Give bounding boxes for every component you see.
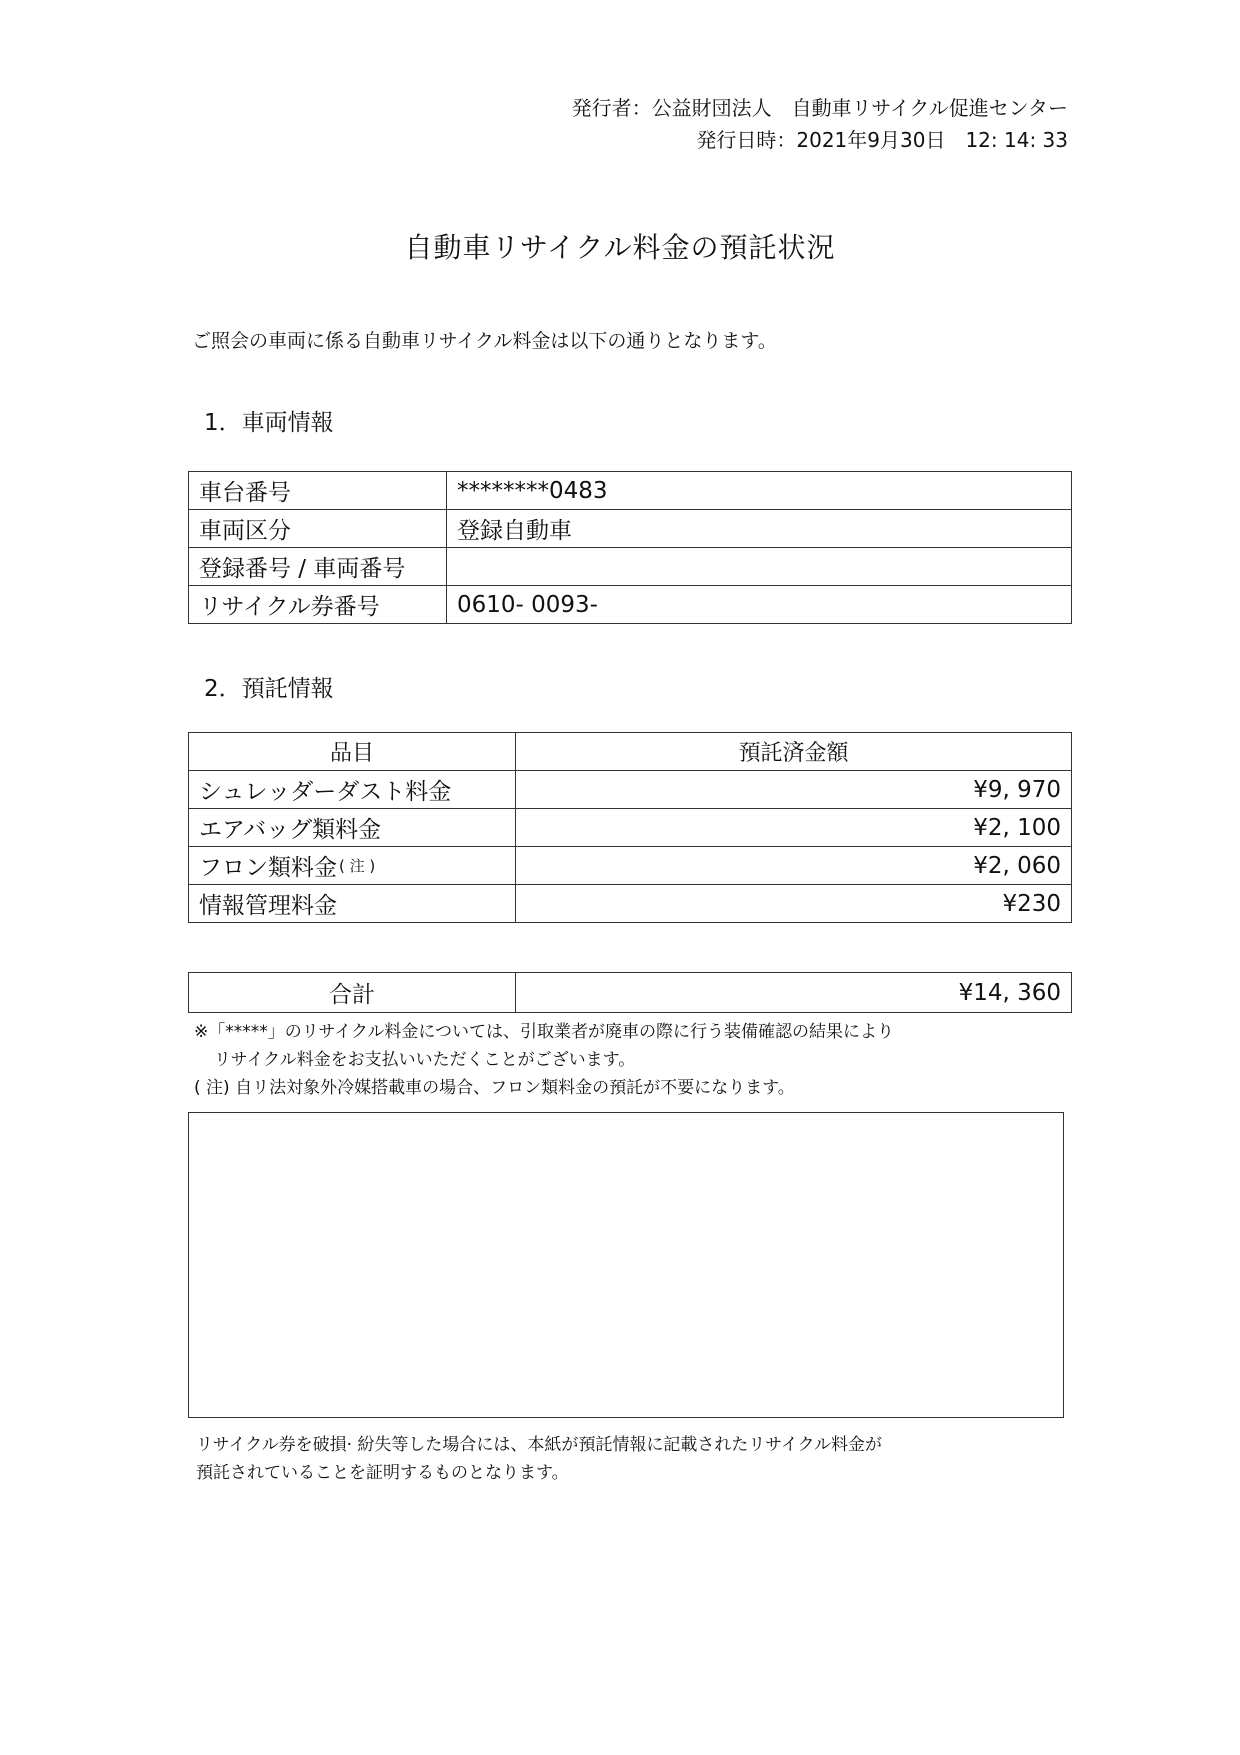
footer-text: 預託されていることを証明するものとなります。 <box>196 1463 569 1483</box>
intro-text: ご照会の車両に係る自動車リサイクル料金は以下の通りとなります。 <box>192 330 777 352</box>
table-row <box>189 885 1072 923</box>
deposit-item-name: エアバッグ類料金 <box>199 817 382 843</box>
table-row <box>189 510 1072 548</box>
deposit-item-name: 情報管理料金 <box>199 893 337 919</box>
column-header-item: 品目 <box>189 733 516 771</box>
deposit-item-amount: ¥2, 100 <box>516 809 1072 847</box>
deposit-item-label <box>189 771 516 809</box>
vehicle-value-ticket: 0610- 0093- <box>447 586 1072 624</box>
vehicle-value-category: 登録自動車 <box>447 510 1072 548</box>
deposit-item-amount: ¥2, 060 <box>516 847 1072 885</box>
vehicle-label-registration: 登録番号 / 車両番号 <box>189 548 447 586</box>
table-row <box>189 973 1072 1013</box>
vehicle-label-chassis: 車台番号 <box>189 472 447 510</box>
table-header-row <box>189 733 1072 771</box>
deposit-item-amount: ¥9, 970 <box>516 771 1072 809</box>
total-label: 合計 <box>189 973 516 1013</box>
total-amount: ¥14, 360 <box>516 973 1072 1013</box>
vehicle-value-registration <box>447 548 1072 586</box>
footer-text: リサイクル券を破損· 紛失等した場合には、本紙が預託情報に記載されたリサイクル料金が <box>196 1435 883 1455</box>
total-table <box>188 972 1072 1013</box>
blank-box <box>188 1112 1064 1418</box>
deposit-item-amount: ¥230 <box>516 885 1072 923</box>
note-text: リサイクル料金をお支払いいただくことがございます。 <box>214 1050 636 1070</box>
note-text: ( 注) 自リ法対象外冷媒搭載車の場合、フロン類料金の預託が不要になります。 <box>194 1078 795 1098</box>
issuer-text: 発行者：公益財団法人 自動車リサイクル促進センター <box>571 96 1068 120</box>
deposit-info-table <box>188 732 1072 923</box>
vehicle-label-ticket: リサイクル券番号 <box>189 586 447 624</box>
vehicle-value-chassis: ********0483 <box>447 472 1072 510</box>
vehicle-label-category: 車両区分 <box>189 510 447 548</box>
note-marker: ( 注 ) <box>339 857 376 875</box>
table-row <box>189 548 1072 586</box>
table-row <box>189 771 1072 809</box>
deposit-item-name: フロン類料金 <box>199 855 337 881</box>
deposit-item-label <box>189 847 516 885</box>
section-heading-deposit: 2．預託情報 <box>204 676 334 702</box>
section-heading-vehicle: 1．車両情報 <box>204 410 334 436</box>
column-header-amount: 預託済金額 <box>516 733 1072 771</box>
table-row <box>189 586 1072 624</box>
issued-datetime: 発行日時：2021年9月30日 12: 14: 33 <box>696 128 1068 152</box>
deposit-item-name: シュレッダーダスト料金 <box>199 779 452 805</box>
table-row <box>189 847 1072 885</box>
vehicle-info-table <box>188 471 1072 624</box>
deposit-item-label <box>189 809 516 847</box>
table-row <box>189 809 1072 847</box>
page-title: 自動車リサイクル料金の預託状況 <box>404 231 836 264</box>
deposit-item-label <box>189 885 516 923</box>
note-text: ※「*****」のリサイクル料金については、引取業者が廃車の際に行う装備確認の結果により <box>194 1022 895 1042</box>
table-row <box>189 472 1072 510</box>
